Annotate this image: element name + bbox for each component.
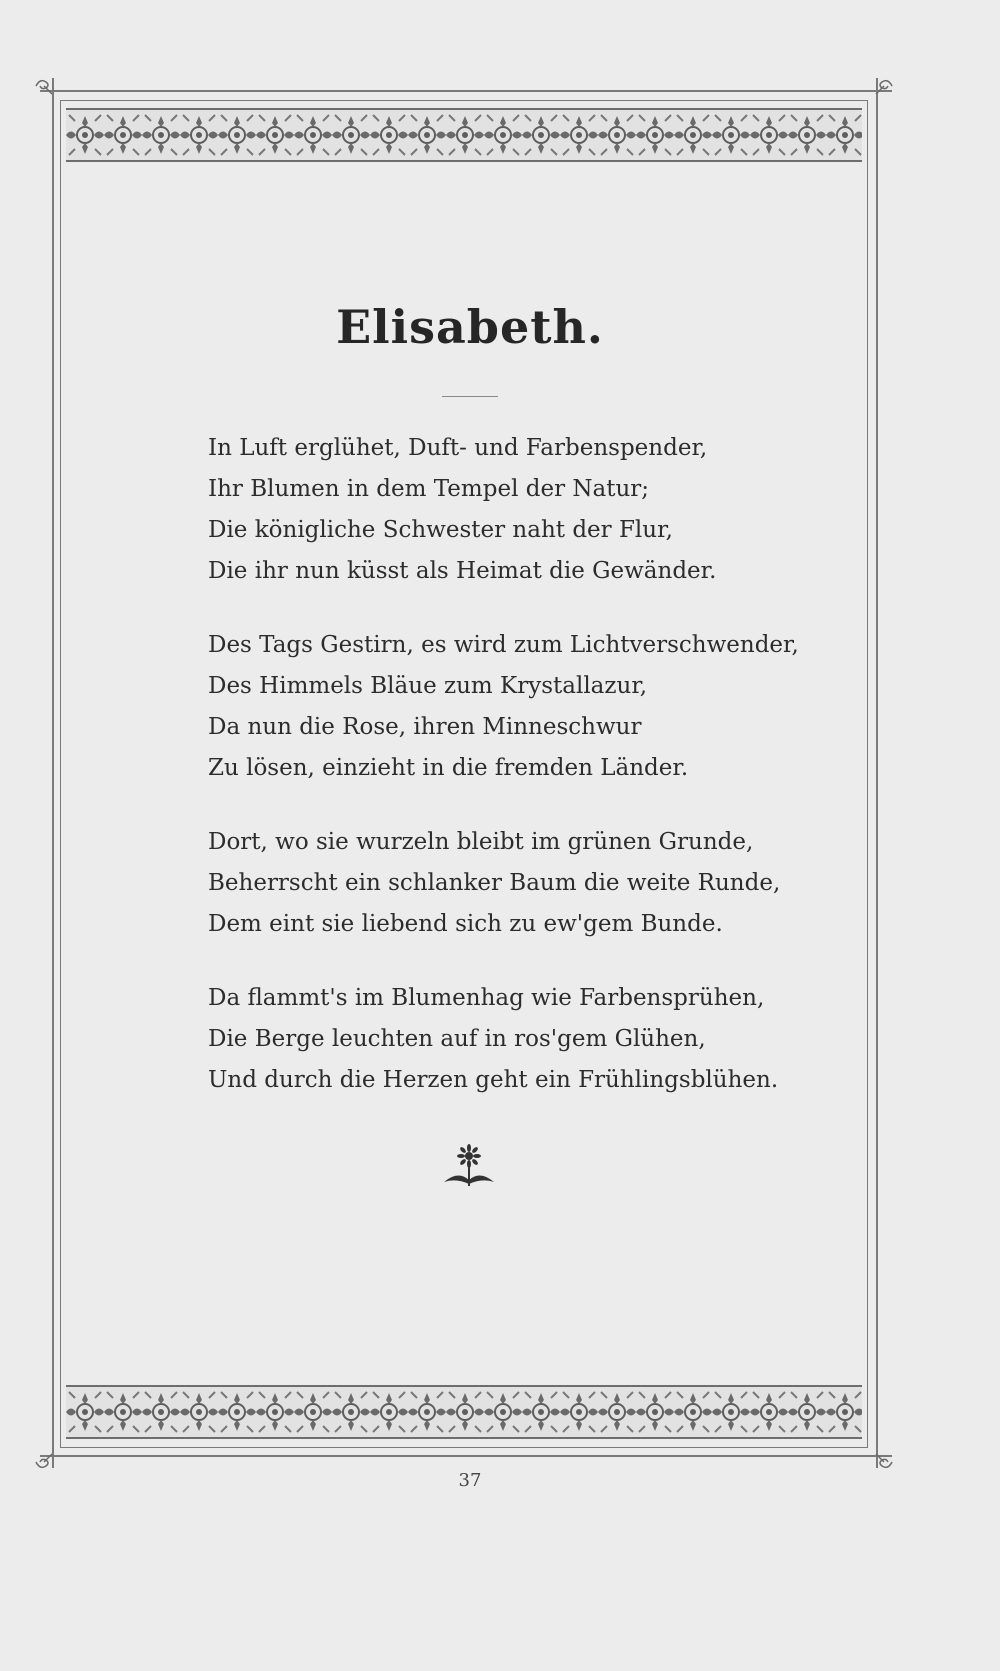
corner-ornament-icon (34, 1452, 54, 1472)
title-rule (442, 396, 498, 397)
verse-line: Die königliche Schwester naht der Flur, (208, 517, 673, 543)
stanza (208, 822, 781, 945)
verse-line: Beherrscht ein schlanker Baum die weite Runde, (208, 870, 781, 896)
floral-lattice-icon (66, 110, 862, 160)
floral-border-top (66, 108, 862, 162)
corner-ornament-icon (874, 76, 894, 96)
stanza (208, 978, 779, 1101)
stanza (208, 428, 768, 592)
verse-line: Dem eint sie liebend sich zu ew'gem Bunde. (208, 911, 723, 937)
verse-line: Des Tags Gestirn, es wird zum Lichtverschwender, (208, 632, 799, 658)
poem-body (208, 428, 799, 1134)
floral-border-bottom (66, 1385, 862, 1439)
poem-title: Elisabeth. (336, 300, 604, 354)
flower-vignette-icon (438, 1144, 500, 1190)
frame-outer-left-line (52, 78, 54, 1468)
frame-outer-right-line (876, 78, 878, 1468)
verse-line: Da flammt's im Blumenhag wie Farbensprühen, (208, 985, 765, 1011)
corner-ornament-icon (874, 1452, 894, 1472)
corner-ornament-icon (34, 76, 54, 96)
verse-line: In Luft erglühet, Duft- und Farbenspender, (208, 435, 708, 461)
floral-lattice-icon (66, 1387, 862, 1437)
verse-line: Dort, wo sie wurzeln bleibt im grünen Grunde, (208, 829, 754, 855)
verse-line: Und durch die Herzen geht ein Frühlingsblühen. (208, 1067, 779, 1093)
frame-outer-top-line (40, 90, 892, 92)
frame-outer-bottom-line (40, 1455, 892, 1457)
frame-inner-top-line (60, 100, 868, 101)
stanza (208, 625, 799, 789)
verse-line: Zu lösen, einzieht in die fremden Länder. (208, 755, 689, 781)
frame-inner-bottom-line (60, 1447, 868, 1448)
verse-line: Die ihr nun küsst als Heimat die Gewänder. (208, 558, 717, 584)
verse-line: Ihr Blumen in dem Tempel der Natur; (208, 476, 650, 502)
verse-line: Da nun die Rose, ihren Minneschwur (208, 714, 642, 740)
page-number: 37 (458, 1470, 482, 1491)
verse-line: Die Berge leuchten auf in ros'gem Glühen, (208, 1026, 706, 1052)
verse-line: Des Himmels Bläue zum Krystallazur, (208, 673, 648, 699)
